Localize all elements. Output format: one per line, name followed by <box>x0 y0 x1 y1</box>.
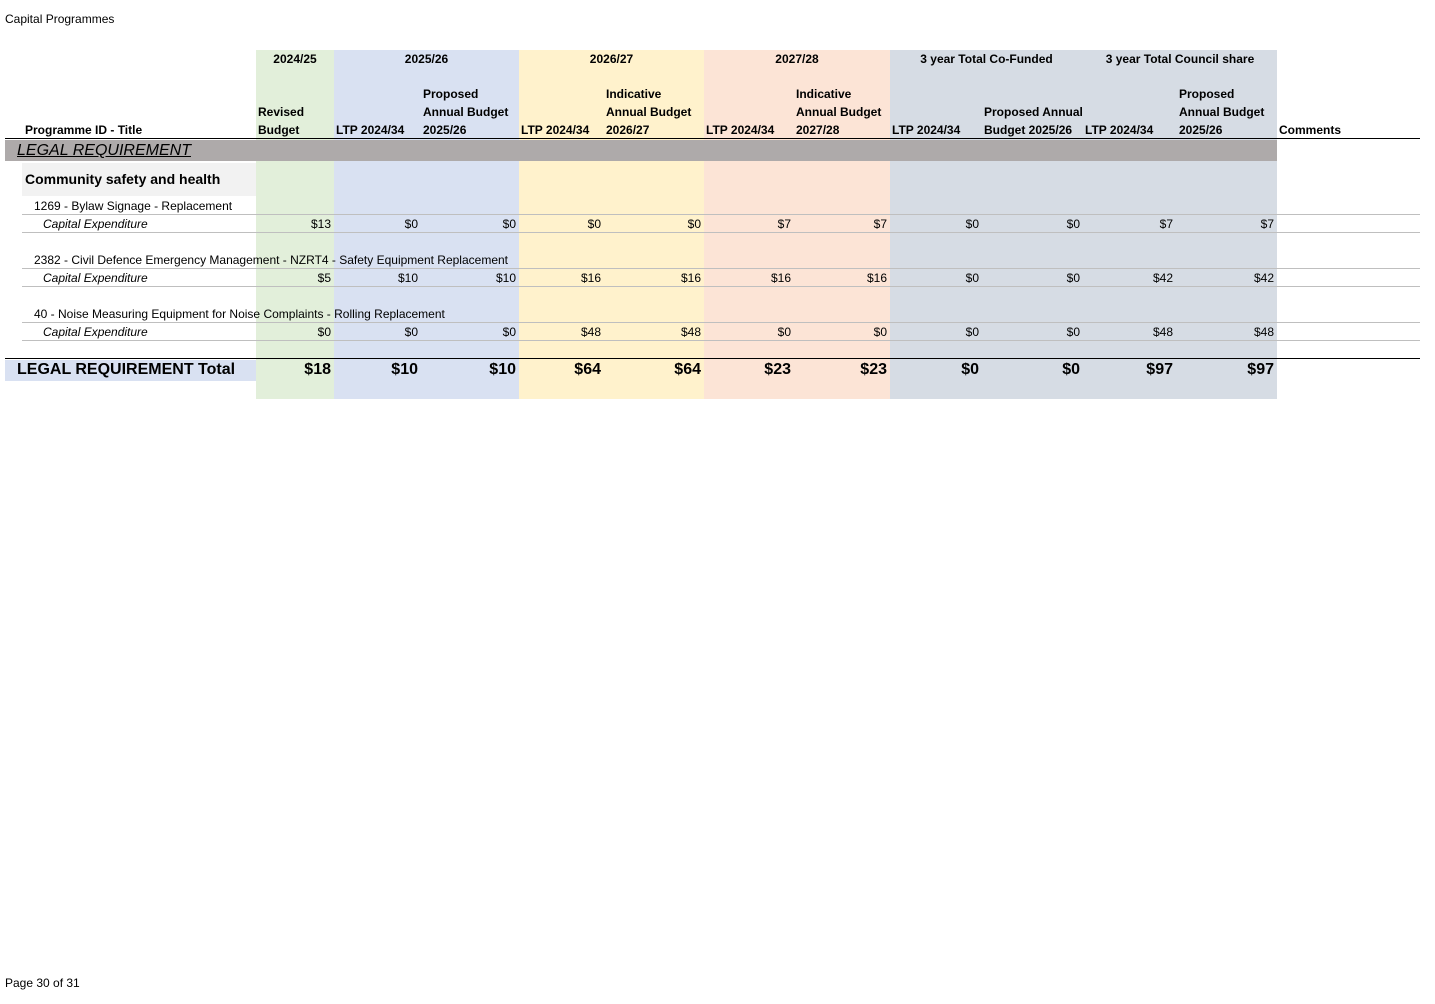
programme-title: 2382 - Civil Defence Emergency Management - NZRT4 - Safety Equipment Replacement <box>34 253 508 267</box>
total-cell-ltp-council: $97 <box>1146 361 1173 378</box>
value-cell-ltp-2027: $16 <box>770 271 791 285</box>
value-cell-ltp-cofunded: $0 <box>965 325 979 339</box>
value-cell-proposed-2025: $0 <box>502 217 516 231</box>
line-label: Capital Expenditure <box>43 271 148 285</box>
group-header-2027: 2027/28 <box>775 52 819 66</box>
total-cell-proposed-2025: $10 <box>489 361 516 378</box>
row-divider <box>22 268 1420 269</box>
group-header-cofunded: 3 year Total Co-Funded <box>920 52 1053 66</box>
value-cell-indicative-2027: $7 <box>873 217 887 231</box>
section-bar <box>5 140 1277 161</box>
value-cell-ltp-2027: $0 <box>777 325 791 339</box>
column-header-ltp-cofunded: LTP 2024/34 <box>892 123 961 137</box>
value-cell-proposed-cofunded: $0 <box>1066 217 1080 231</box>
value-cell-indicative-2027: $0 <box>873 325 887 339</box>
group-header-council: 3 year Total Council share <box>1105 52 1255 66</box>
value-cell-ltp-council: $42 <box>1152 271 1173 285</box>
total-cell-proposed-council: $97 <box>1247 361 1274 378</box>
total-cell-ltp-2027: $23 <box>764 361 791 378</box>
value-cell-indicative-2026: $16 <box>680 271 701 285</box>
value-cell-ltp-council: $48 <box>1152 325 1173 339</box>
value-cell-ltp-cofunded: $0 <box>965 271 979 285</box>
header-rule <box>5 138 1420 139</box>
value-cell-ltp-2026: $16 <box>580 271 601 285</box>
value-cell-proposed-council: $42 <box>1253 271 1274 285</box>
value-cell-proposed-2025: $10 <box>495 271 516 285</box>
value-cell-ltp-council: $7 <box>1159 217 1173 231</box>
section-title: LEGAL REQUIREMENT <box>17 142 191 159</box>
column-header-indicative-2026: Indicative Annual Budget 2026/27 <box>606 87 692 137</box>
page-footer: Page 30 of 31 <box>5 976 80 990</box>
value-cell-proposed-2025: $0 <box>502 325 516 339</box>
row-divider <box>22 322 1420 323</box>
column-header-revised-budget: Revised Budget <box>258 105 305 137</box>
row-divider <box>22 286 1420 287</box>
value-cell-indicative-2026: $0 <box>687 217 701 231</box>
value-cell-indicative-2026: $48 <box>680 325 701 339</box>
total-cell-indicative-2027: $23 <box>860 361 887 378</box>
column-header-comments: Comments <box>1279 123 1342 137</box>
line-label: Capital Expenditure <box>43 325 148 339</box>
value-cell-ltp-2026: $0 <box>587 217 601 231</box>
column-header-proposed-council: Proposed Annual Budget 2025/26 <box>1179 87 1265 137</box>
programme-title: 1269 - Bylaw Signage - Replacement <box>34 199 233 213</box>
value-cell-proposed-council: $7 <box>1260 217 1274 231</box>
value-cell-revised-2024: $0 <box>317 325 331 339</box>
page-title: Capital Programmes <box>5 12 115 26</box>
total-cell-proposed-cofunded: $0 <box>1062 361 1080 378</box>
total-cell-indicative-2026: $64 <box>674 361 701 378</box>
column-header-programme: Programme ID - Title <box>25 123 143 137</box>
value-cell-proposed-cofunded: $0 <box>1066 271 1080 285</box>
group-header-2024: 2024/25 <box>273 52 317 66</box>
value-cell-indicative-2027: $16 <box>866 271 887 285</box>
value-cell-proposed-cofunded: $0 <box>1066 325 1080 339</box>
value-cell-ltp-2025: $0 <box>404 325 418 339</box>
row-divider <box>22 232 1420 233</box>
column-header-proposed-2025: Proposed Annual Budget 2025/26 <box>423 87 509 137</box>
total-cell-ltp-cofunded: $0 <box>961 361 979 378</box>
total-cell-ltp-2026: $64 <box>574 361 601 378</box>
column-header-ltp-2027: LTP 2024/34 <box>706 123 775 137</box>
value-cell-ltp-2025: $0 <box>404 217 418 231</box>
total-cell-ltp-2025: $10 <box>391 361 418 378</box>
value-cell-ltp-cofunded: $0 <box>965 217 979 231</box>
column-header-ltp-2026: LTP 2024/34 <box>521 123 590 137</box>
row-divider <box>22 340 1420 341</box>
subsection-title: Community safety and health <box>25 171 221 187</box>
column-header-indicative-2027: Indicative Annual Budget 2027/28 <box>796 87 882 137</box>
value-cell-revised-2024: $13 <box>310 217 331 231</box>
value-cell-revised-2024: $5 <box>317 271 331 285</box>
column-header-proposed-cofunded: Proposed Annual Budget 2025/26 <box>984 105 1083 137</box>
total-rule <box>5 358 1420 359</box>
value-cell-ltp-2025: $10 <box>397 271 418 285</box>
group-header-2026: 2026/27 <box>589 52 634 66</box>
value-cell-proposed-council: $48 <box>1253 325 1274 339</box>
total-label: LEGAL REQUIREMENT Total <box>17 361 236 378</box>
programme-title: 40 - Noise Measuring Equipment for Noise Complaints - Rolling Replacement <box>34 307 445 321</box>
total-cell-revised-2024: $18 <box>304 361 331 378</box>
column-header-ltp-council: LTP 2024/34 <box>1085 123 1154 137</box>
value-cell-ltp-2026: $48 <box>580 325 601 339</box>
line-label: Capital Expenditure <box>43 217 148 231</box>
row-divider <box>22 214 1420 215</box>
group-header-2025: 2025/26 <box>404 52 449 66</box>
column-header-ltp-2025: LTP 2024/34 <box>336 123 405 137</box>
value-cell-ltp-2027: $7 <box>777 217 791 231</box>
